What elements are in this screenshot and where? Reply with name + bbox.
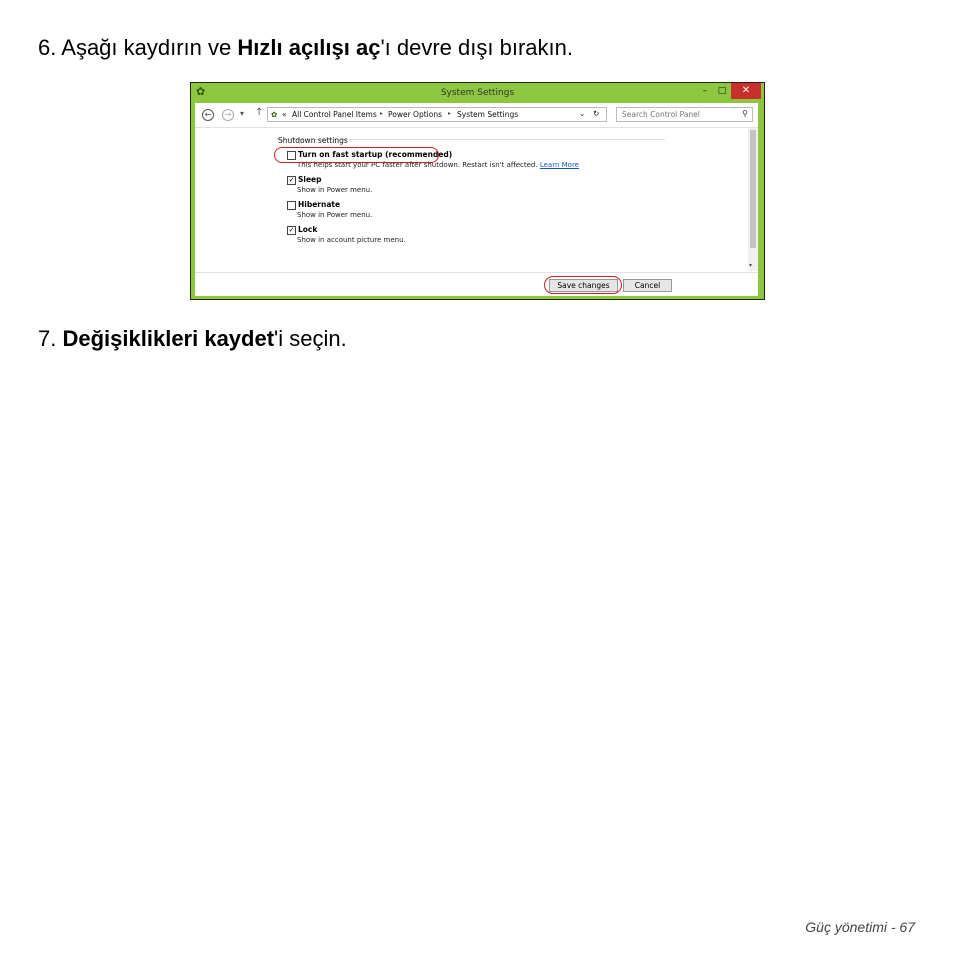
dialog-footer (195, 272, 758, 297)
fast-startup-highlight (274, 147, 439, 163)
hibernate-label[interactable]: Hibernate (298, 200, 341, 209)
shutdown-settings-heading: Shutdown settings (278, 136, 348, 145)
address-dropdown-icon[interactable]: ⌄ (579, 109, 586, 118)
learn-more-link[interactable]: Learn More (539, 161, 579, 169)
step-6-text-post: 'ı devre dışı bırakın. (380, 35, 573, 60)
breadcrumb-separator-icon[interactable]: ▸ (448, 110, 452, 117)
step-7-text-bold: Değişiklikleri kaydet (62, 326, 275, 351)
search-placeholder: Search Control Panel (622, 110, 700, 119)
control-panel-icon: ✿ (196, 85, 206, 98)
scroll-down-icon[interactable]: ▾ (749, 262, 753, 269)
vertical-scrollbar[interactable] (748, 128, 758, 271)
window-title: System Settings (440, 88, 515, 98)
page-number: 67 (899, 919, 915, 935)
search-icon[interactable]: ⚲ (742, 109, 748, 118)
step-7-text-post: 'i seçin. (274, 326, 347, 351)
breadcrumb-separator-icon[interactable]: ▸ (380, 110, 384, 117)
scrollbar-thumb[interactable] (750, 130, 756, 248)
hibernate-description: Show in Power menu. (297, 211, 373, 219)
save-changes-highlight (544, 276, 622, 294)
search-input[interactable] (616, 107, 753, 122)
title-bar (191, 83, 764, 103)
system-settings-window (190, 82, 765, 300)
lock-description: Show in account picture menu. (297, 236, 406, 244)
back-arrow-icon[interactable]: ← (202, 109, 214, 121)
lock-checkbox[interactable]: ✓ (288, 226, 295, 234)
page-footer (805, 919, 915, 935)
fast-startup-description: This helps start your PC faster after shutdown. Restart isn't affected. Learn More (297, 161, 579, 169)
step-6-number: 6. (38, 35, 57, 60)
hibernate-checkbox[interactable] (287, 201, 296, 210)
maximize-button[interactable]: □ (717, 86, 727, 96)
settings-content (195, 128, 758, 271)
close-button[interactable]: ✕ (731, 83, 761, 99)
step-6-instruction (38, 35, 573, 61)
footer-section-title: Güç yönetimi - (805, 919, 896, 935)
step-7-instruction (38, 326, 347, 352)
address-toolbar (195, 103, 758, 128)
breadcrumb-power-options[interactable]: Power Options (388, 110, 442, 119)
step-6-text-pre: Aşağı kaydırın ve (61, 35, 232, 60)
cancel-button[interactable]: Cancel (623, 279, 672, 292)
breadcrumb-system-settings[interactable]: System Settings (457, 110, 519, 119)
recent-locations-icon[interactable]: ▾ (240, 109, 245, 118)
step-6-text-bold: Hızlı açılışı aç (237, 35, 381, 60)
sleep-checkbox[interactable]: ✓ (288, 176, 295, 184)
breadcrumb-overflow[interactable]: « (282, 110, 287, 119)
breadcrumb-all-control-panel-items[interactable]: All Control Panel Items (292, 110, 377, 119)
lock-label[interactable]: Lock (298, 225, 318, 234)
save-changes-button[interactable]: Save changes (549, 279, 618, 292)
minimize-button[interactable]: – (702, 86, 708, 96)
refresh-icon[interactable]: ↻ (593, 109, 600, 118)
sleep-label[interactable]: Sleep (298, 175, 322, 184)
sleep-description: Show in Power menu. (297, 186, 373, 194)
step-7-number: 7. (38, 326, 57, 351)
window-client-area (195, 103, 758, 296)
forward-arrow-icon[interactable]: → (222, 109, 234, 121)
control-panel-small-icon: ✿ (271, 110, 278, 119)
up-arrow-icon[interactable]: ↑ (255, 107, 264, 118)
address-bar[interactable] (267, 107, 607, 122)
fast-startup-label[interactable]: Turn on fast startup (recommended) (298, 150, 453, 159)
